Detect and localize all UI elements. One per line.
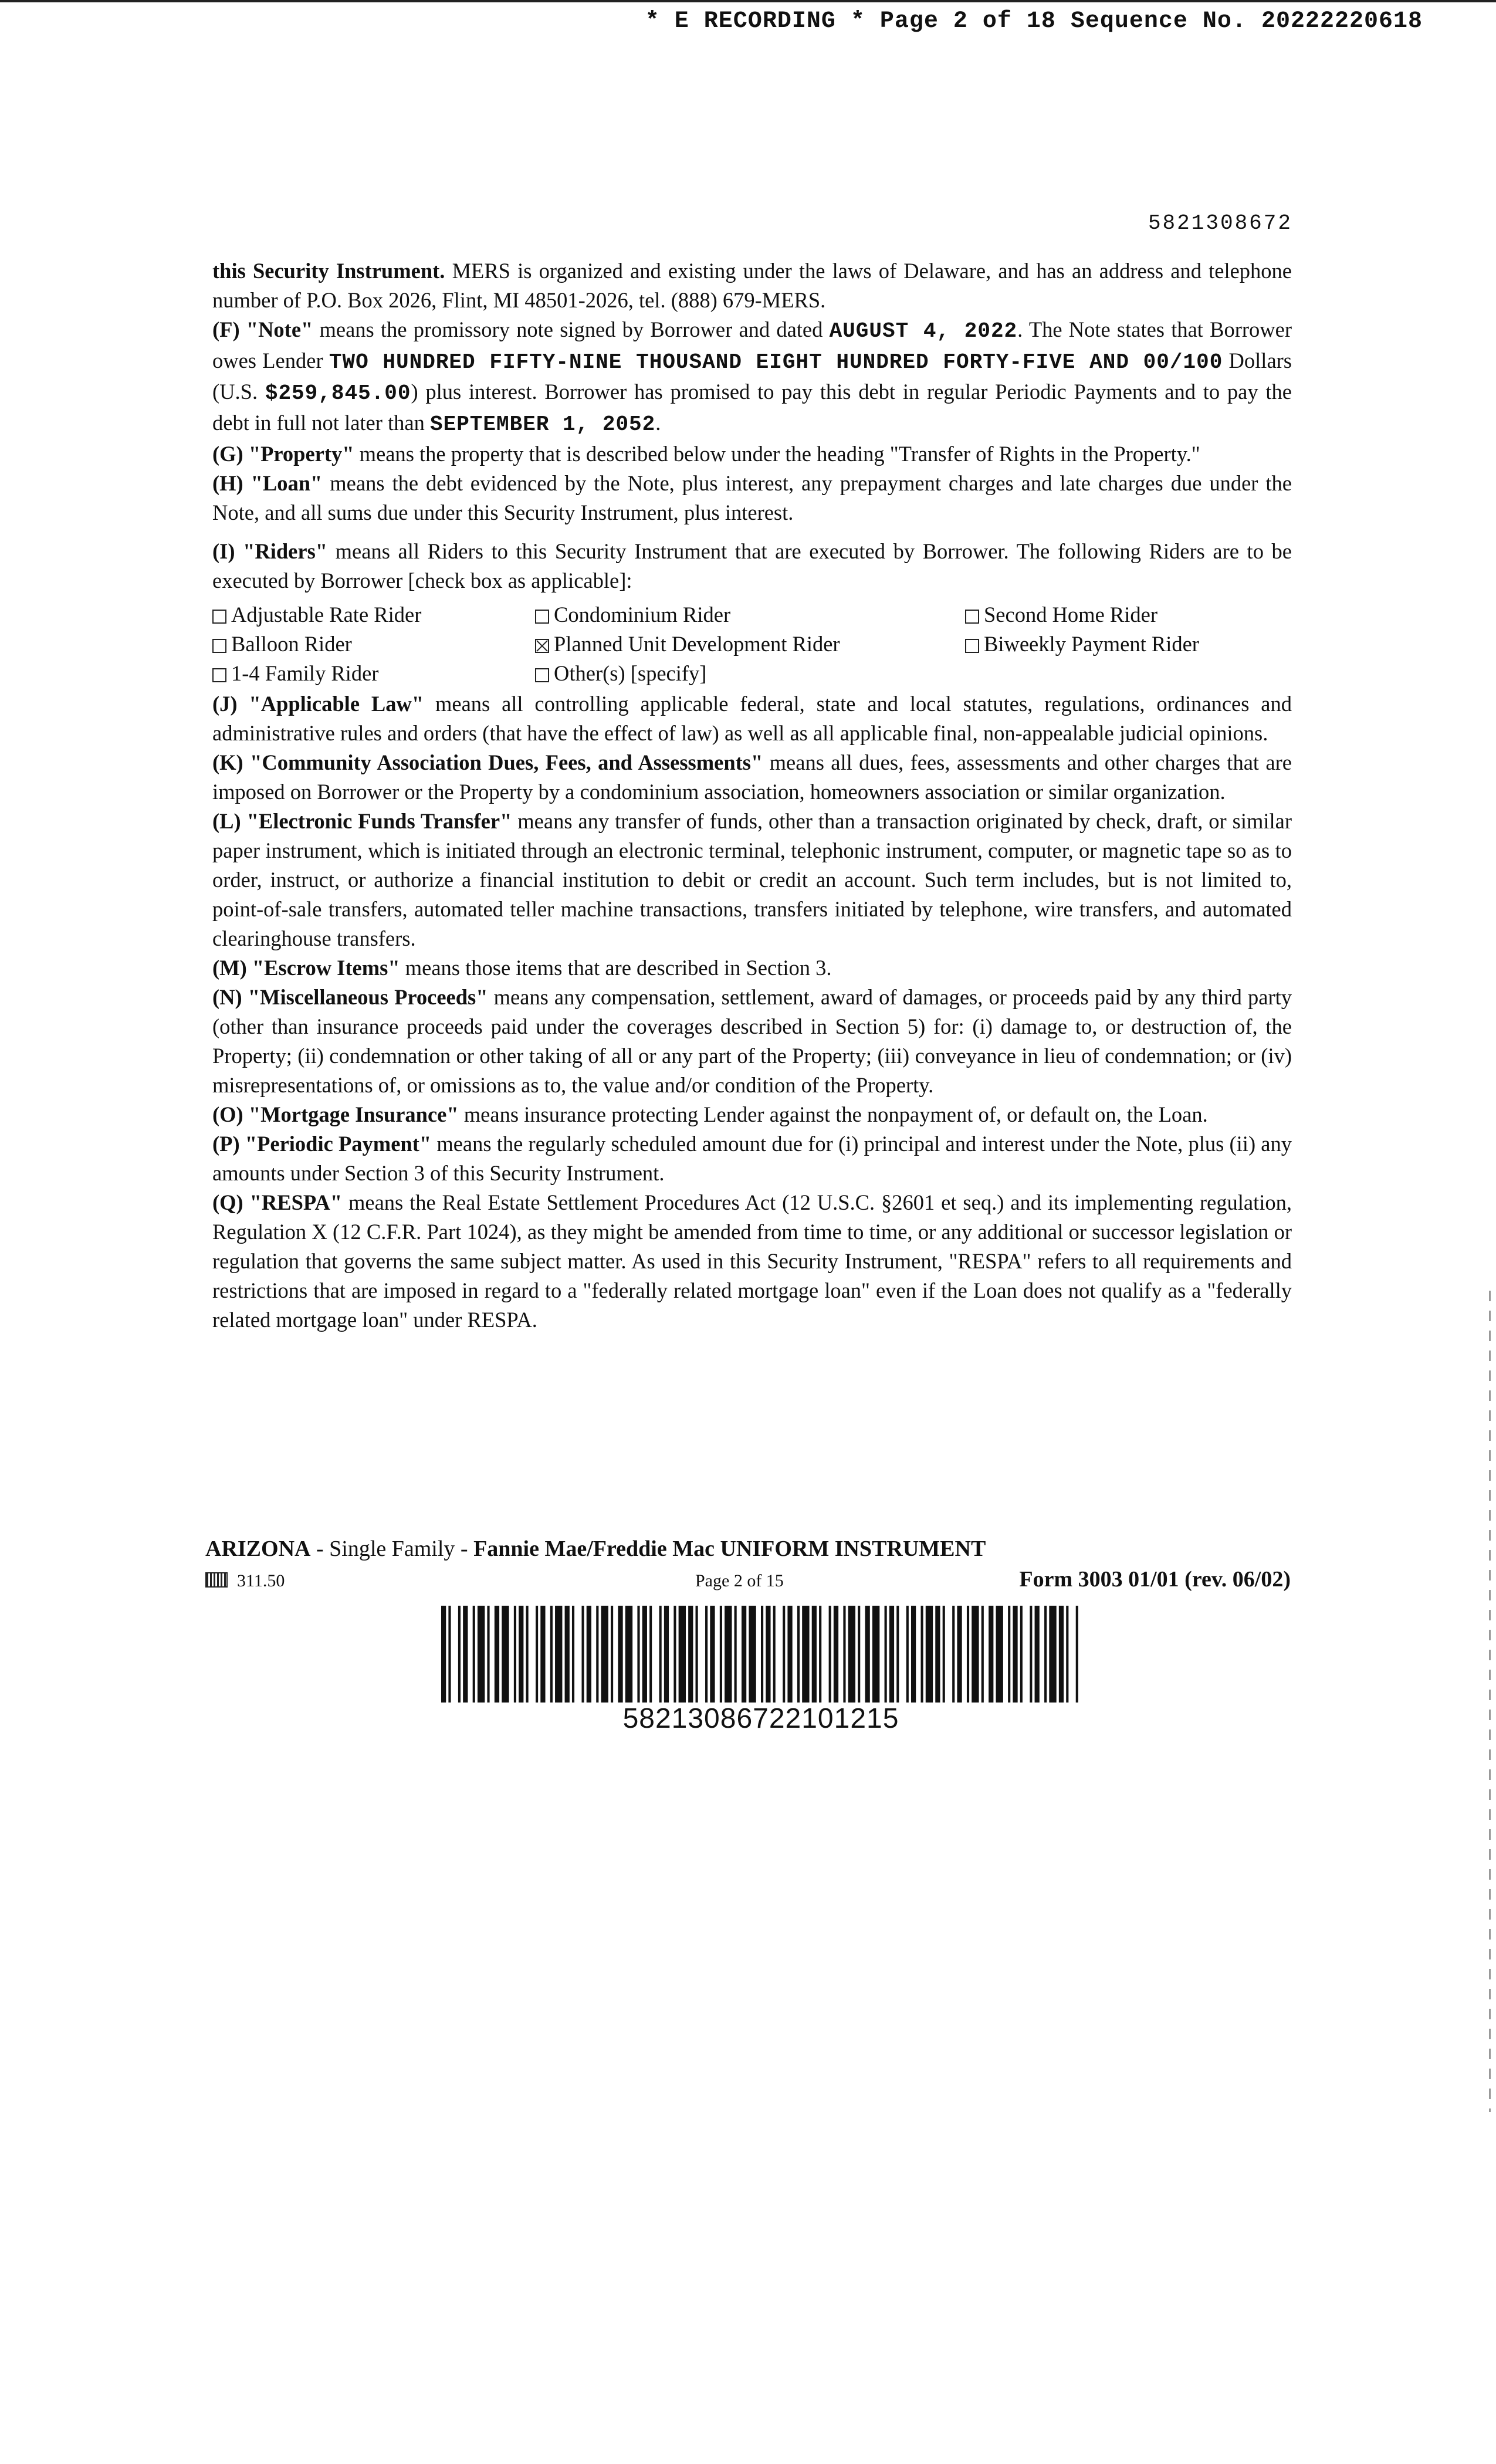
term-note: (F) "Note" [212,317,313,341]
rider-label: Biweekly Payment Rider [984,632,1199,656]
term-electronic-funds-transfer: (L) "Electronic Funds Transfer" [212,809,512,833]
barcode-bar [766,1606,770,1703]
note-amount-words: TWO HUNDRED FIFTY-NINE THOUSAND EIGHT HUNDRED FORTY-FIVE AND 00/100 [329,350,1223,374]
rider-1-4-family[interactable] [212,659,535,688]
barcode-bar [1076,1606,1078,1703]
footer-row [205,1566,1291,1596]
document-body [212,256,1292,1335]
barcode-bar [1020,1606,1023,1703]
barcode-bar [596,1606,598,1703]
barcode-bar [502,1606,509,1703]
barcode-bar [819,1606,821,1703]
note-text-2: . The Note states that Borrower owes Lender [212,317,1292,373]
barcode-bar [673,1606,676,1703]
barcode-bar [688,1606,693,1703]
barcode-bar [957,1606,962,1703]
term-riders: (I) "Riders" [212,539,328,563]
barcode-bar [935,1606,940,1703]
barcode-bar [478,1606,485,1703]
form-code-icon [205,1572,228,1588]
definition-miscellaneous-proceeds [212,983,1292,1100]
rider-biweekly-payment[interactable] [965,629,1292,659]
footer-form-code [205,1571,285,1591]
barcode-bar [526,1606,529,1703]
miscellaneous-proceeds-text: means any compensation, settlement, award of damages, or proceeds paid by any third party (other than insurance proceeds paid under the coverages described in Section 5) for: (i) damage to, or destruction of, the Property; (ii) condemnation or other taking of all or any part of the Property; (iii) conveyance in lieu of condemnation; or (iv) misrepresentations of, or omissions as to, the value and/or condition of the Property. [212,985,1292,1097]
intro-lead: this Security Instrument. [212,259,445,283]
definition-applicable-law [212,689,1292,748]
definition-community-association [212,748,1292,807]
barcode-bar [972,1606,979,1703]
rider-second-home[interactable] [965,600,1292,629]
barcode-bar [463,1606,468,1703]
barcode-bar [761,1606,763,1703]
barcode-bar [802,1606,809,1703]
term-applicable-law: (J) "Applicable Law" [212,692,424,716]
barcode-bar [787,1606,792,1703]
barcode-bar [742,1606,746,1703]
barcode-bar [458,1606,461,1703]
barcode-bar [865,1606,870,1703]
rider-label: 1-4 Family Rider [231,661,379,685]
definition-mortgage-insurance [212,1100,1292,1129]
barcode-bar [710,1606,715,1703]
checkbox-icon[interactable] [965,639,979,653]
barcode-bar [896,1606,899,1703]
footer-instrument: Fannie Mae/Freddie Mac UNIFORM INSTRUMENT [473,1536,986,1561]
barcode-bar [720,1606,722,1703]
barcode-bar [1030,1606,1032,1703]
barcode-bar [649,1606,652,1703]
barcode-bar [555,1606,562,1703]
rider-label: Planned Unit Development Rider [554,632,840,656]
barcode-bar [519,1606,523,1703]
note-text-3: Dollars (U.S. [212,348,1292,404]
barcode-bar [611,1606,613,1703]
note-amount: $259,845.00 [265,381,411,405]
barcode-bar [473,1606,475,1703]
loan-number: 5821308672 [1148,211,1292,235]
note-maturity-date: SEPTEMBER 1, 2052 [430,412,656,436]
term-mortgage-insurance: (O) "Mortgage Insurance" [212,1102,459,1126]
barcode-bar [581,1606,584,1703]
footer-instrument-title [205,1536,1291,1562]
respa-text: means the Real Estate Settlement Procedures Act (12 U.S.C. §2601 et seq.) and its implementing regulation, Regulation X (12 C.F.R. Part 1024), as they might be amended from time to time, or any additional or successor legislation or regulation that governs the same subject matter. As used in this Security Instrument, "RESPA" refers to all requirements and restrictions that are imposed in regard to a "federally related mortgage loan" even if the Loan does not qualify as a "federally related mortgage loan" under RESPA. [212,1190,1292,1332]
barcode-bar [952,1606,955,1703]
note-text-5: . [655,411,661,435]
barcode-bar [906,1606,909,1703]
rider-adjustable-rate[interactable] [212,600,535,629]
property-text: means the property that is described below under the heading "Transfer of Rights in the Property." [354,442,1200,466]
escrow-items-text: means those items that are described in Section 3. [400,956,832,980]
barcode-bar [705,1606,708,1703]
definition-note [212,315,1292,439]
term-escrow-items: (M) "Escrow Items" [212,956,400,980]
community-association-text: means all dues, fees, assessments and other charges that are imposed on Borrower or the Property by a condominium association, homeowners association or similar organization. [212,750,1292,804]
barcode-bar [911,1606,916,1703]
footer-separator: - Single Family - [310,1536,474,1561]
barcode-bar [996,1606,1003,1703]
barcode-bar [601,1606,608,1703]
form-code-text: 311.50 [237,1571,285,1590]
barcode-bar [735,1606,737,1703]
barcode-bar [943,1606,945,1703]
checkbox-icon[interactable] [535,610,549,624]
barcode-bar [1059,1606,1064,1703]
rider-other[interactable] [535,659,965,688]
rider-label: Adjustable Rate Rider [231,603,422,627]
footer-form-number: Form 3003 01/01 (rev. 06/02) [1019,1567,1291,1592]
intro-paragraph [212,256,1292,315]
rider-condominium[interactable] [535,600,965,629]
barcode-bar [725,1606,732,1703]
barcode-bar [637,1606,639,1703]
rider-label: Other(s) [specify] [554,661,707,685]
intro-text: MERS is organized and existing under the laws of Delaware, and has an address and telephone number of P.O. Box 2026, Flint, MI 48501-2026, tel. (888) 679-MERS. [212,259,1292,312]
barcode-bar [812,1606,817,1703]
definition-respa [212,1188,1292,1335]
barcode-bar [783,1606,785,1703]
barcode-bar [664,1606,669,1703]
barcode-bar [565,1606,570,1703]
checkbox-icon[interactable] [212,610,226,624]
barcode-bar [981,1606,984,1703]
recording-banner: * E RECORDING * Page 2 of 18 Sequence No. 20222220618 [645,8,1423,35]
barcode-bar [858,1606,860,1703]
barcode-bar [487,1606,489,1703]
definition-periodic-payment [212,1129,1292,1188]
barcode-bar [1008,1606,1010,1703]
barcode-bar [696,1606,698,1703]
definition-loan [212,469,1292,527]
checkbox-icon[interactable] [212,668,226,682]
barcode-bar [448,1606,451,1703]
barcode-bar [872,1606,879,1703]
barcode-bar [967,1606,969,1703]
barcode-bar [1049,1606,1056,1703]
note-date: AUGUST 4, 2022 [829,319,1018,343]
note-text-4: ) plus interest. Borrower has promised to pay this debt in regular Periodic Payments and to pay the debt in full not later than [212,380,1292,435]
riders-checklist [212,600,1292,688]
barcode-bar [625,1606,632,1703]
periodic-payment-text: means the regularly scheduled amount due for (i) principal and interest under the Note, plus (ii) any amounts under Section 3 of this Security Instrument. [212,1132,1292,1185]
barcode-bar [536,1606,538,1703]
barcode-bar [1044,1606,1047,1703]
barcode-bar [495,1606,499,1703]
definition-property [212,439,1292,469]
barcode-bar [889,1606,894,1703]
rider-label: Second Home Rider [984,603,1157,627]
loan-text: means the debt evidenced by the Note, plus interest, any prepayment charges and late charges due under the Note, and all sums due under this Security Instrument, plus interest. [212,471,1292,524]
term-respa: (Q) "RESPA" [212,1190,343,1214]
barcode-bar [921,1606,923,1703]
rider-balloon[interactable] [212,629,535,659]
term-loan: (H) "Loan" [212,471,323,495]
barcode-bar [540,1606,545,1703]
barcode-bar [885,1606,887,1703]
checkbox-icon[interactable] [212,639,226,653]
definition-electronic-funds-transfer [212,807,1292,953]
definition-riders [212,537,1292,595]
applicable-law-text: means all controlling applicable federal, state and local statutes, regulations, ordinances and administrative rules and orders (that have the effect of law) as well as all applicable final, non-appealable judicial opinions. [212,692,1292,745]
rider-planned-unit-development[interactable] [535,629,965,659]
barcode-bar [926,1606,933,1703]
rider-label: Balloon Rider [231,632,352,656]
barcode-bar [989,1606,993,1703]
scan-edge-line [1489,1291,1491,2112]
barcode-bar [1035,1606,1040,1703]
barcode-bar [848,1606,855,1703]
term-community-association: (K) "Community Association Dues, Fees, and Assessments" [212,750,763,774]
barcode-bar [834,1606,838,1703]
term-property: (G) "Property" [212,442,354,466]
barcode-bar [1013,1606,1017,1703]
barcode-bar [679,1606,686,1703]
checked-checkbox-icon[interactable] [535,639,549,653]
barcode-bar [749,1606,756,1703]
barcode-bar [514,1606,516,1703]
barcode-bar [773,1606,776,1703]
definition-escrow-items [212,953,1292,983]
barcode-bar [572,1606,574,1703]
note-text-1: means the promissory note signed by Borrower and dated [313,317,830,341]
footer-page-number: Page 2 of 15 [695,1571,784,1590]
barcode-bar [550,1606,553,1703]
top-border-line [0,0,1496,2]
barcode-bar [843,1606,845,1703]
barcode-bar [441,1606,446,1703]
footer-state: ARIZONA [205,1536,311,1561]
barcode-bar [829,1606,831,1703]
barcode-bar [642,1606,647,1703]
barcode-bar [1066,1606,1068,1703]
rider-label: Condominium Rider [554,603,731,627]
checkbox-icon[interactable] [535,668,549,682]
riders-text: means all Riders to this Security Instrument that are executed by Borrower. The following Riders are to be executed by Borrower [check box as applicable]: [212,539,1292,593]
term-miscellaneous-proceeds: (N) "Miscellaneous Proceeds" [212,985,488,1009]
term-periodic-payment: (P) "Periodic Payment" [212,1132,432,1156]
checkbox-icon[interactable] [965,610,979,624]
barcode-number: 58213086722101215 [622,1703,899,1734]
barcode [441,1606,1081,1703]
barcode-bar [587,1606,591,1703]
mortgage-insurance-text: means insurance protecting Lender against the nonpayment of, or default on, the Loan. [458,1102,1208,1126]
barcode-bar [797,1606,800,1703]
electronic-funds-transfer-text: means any transfer of funds, other than a transaction originated by check, draft, or similar paper instrument, which is initiated through an electronic terminal, telephonic instrument, computer, or magnetic tape so as to order, instruct, or authorize a financial institution to debit or credit an account. Such term includes, but is not limited to, point-of-sale transfers, automated teller machine transactions, transfers initiated by telephone, wire transfers, and automated clearinghouse transfers. [212,809,1292,950]
barcode-bar [659,1606,662,1703]
barcode-bar [618,1606,622,1703]
